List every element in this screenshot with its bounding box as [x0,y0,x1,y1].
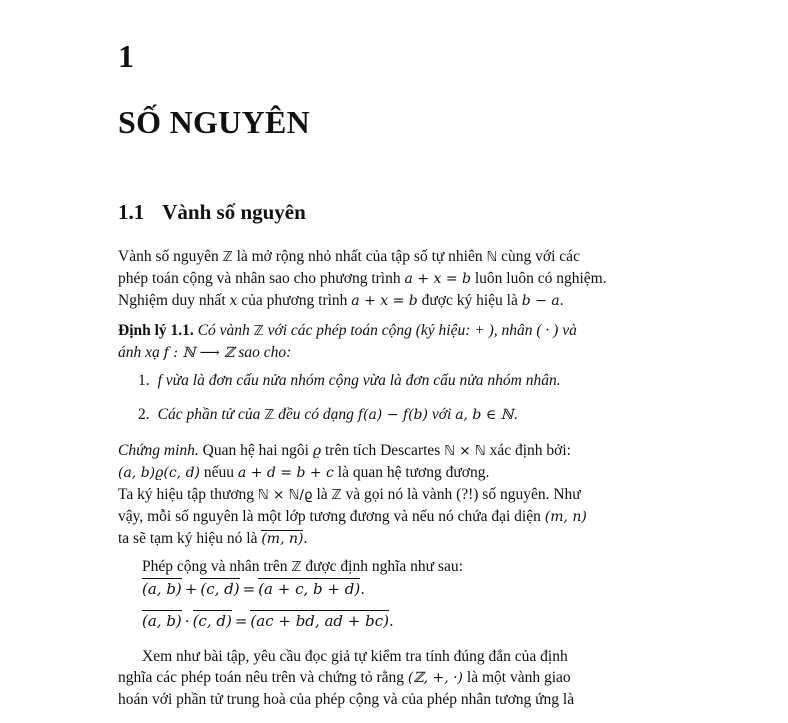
closing-line-3: hoán với phần tử trung hoà của phép cộng và của phép nhân tương ứng là [118,691,575,708]
chapter-number: 1 [118,38,134,74]
section-title: Vành số nguyên [162,200,306,224]
proof-line-3: Ta ký hiệu tập thương ℕ × ℕ/ϱ là ℤ và gọi nó là vành (?!) số nguyên. Như [118,486,581,503]
equation-addition: (a, b) + (c, d) = (a + c, b + d). [142,580,365,598]
theorem-item-2: 2. Các phần tử của ℤ đều có dạng f(a) − f(b) với a, b ∈ ℕ. [138,406,518,423]
chapter-title: SỐ NGUYÊN [118,104,311,140]
intro-line-2: phép toán cộng và nhân sao cho phương trình a + x = b luôn luôn có nghiệm. [118,270,607,287]
section-heading [118,200,306,225]
equation-multiplication: (a, b) · (c, d) = (ac + bd, ad + bc). [142,612,394,630]
closing-line-2: nghĩa các phép toán nêu trên và chứng tỏ rằng (ℤ, +, ·) là một vành giao [118,669,571,686]
intro-line-1: Vành số nguyên ℤ là mở rộng nhỏ nhất của tập số tự nhiên ℕ cùng với các [118,248,580,265]
proof-block [118,440,663,578]
theorem-line-2: ánh xạ f : ℕ ⟶ ℤ sao cho: [118,344,292,361]
closing-line-1: Xem như bài tập, yêu cầu đọc giả tự kiểm tra tính đúng đắn của định [142,648,568,665]
proof-line-6: Phép cộng và nhân trên ℤ được định nghĩa như sau: [142,558,463,575]
proof-line-4: vậy, mỗi số nguyên là một lớp tương đương và nếu nó chứa đại diện (m, n) [118,508,587,525]
proof-label: Chứng minh. [118,442,199,459]
proof-line-2: (a, b)ϱ(c, d) nếuu a + d = b + c là quan hệ tương đương. [118,464,490,481]
proof-line-1: Chứng minh. Quan hệ hai ngôi ϱ trên tích Descartes ℕ × ℕ xác định bởi: [118,442,571,459]
intro-line-3: Nghiệm duy nhất x của phương trình a + x = b được ký hiệu là b − a. [118,292,564,309]
proof-line-5: ta sẽ tạm ký hiệu nó là (m, n). [118,530,308,547]
theorem-block [118,320,663,364]
theorem-item-1: 1. f vừa là đơn cấu nửa nhóm cộng vừa là đơn cấu nửa nhóm nhân. [138,372,561,389]
section-number: 1.1 [118,200,145,224]
theorem-line-1: Định lý 1.1. Có vành ℤ với các phép toán cộng (ký hiệu: + ), nhân ( · ) và [118,322,577,339]
intro-paragraph [118,246,663,312]
closing-paragraph [118,646,663,710]
theorem-label: Định lý 1.1. [118,322,194,339]
